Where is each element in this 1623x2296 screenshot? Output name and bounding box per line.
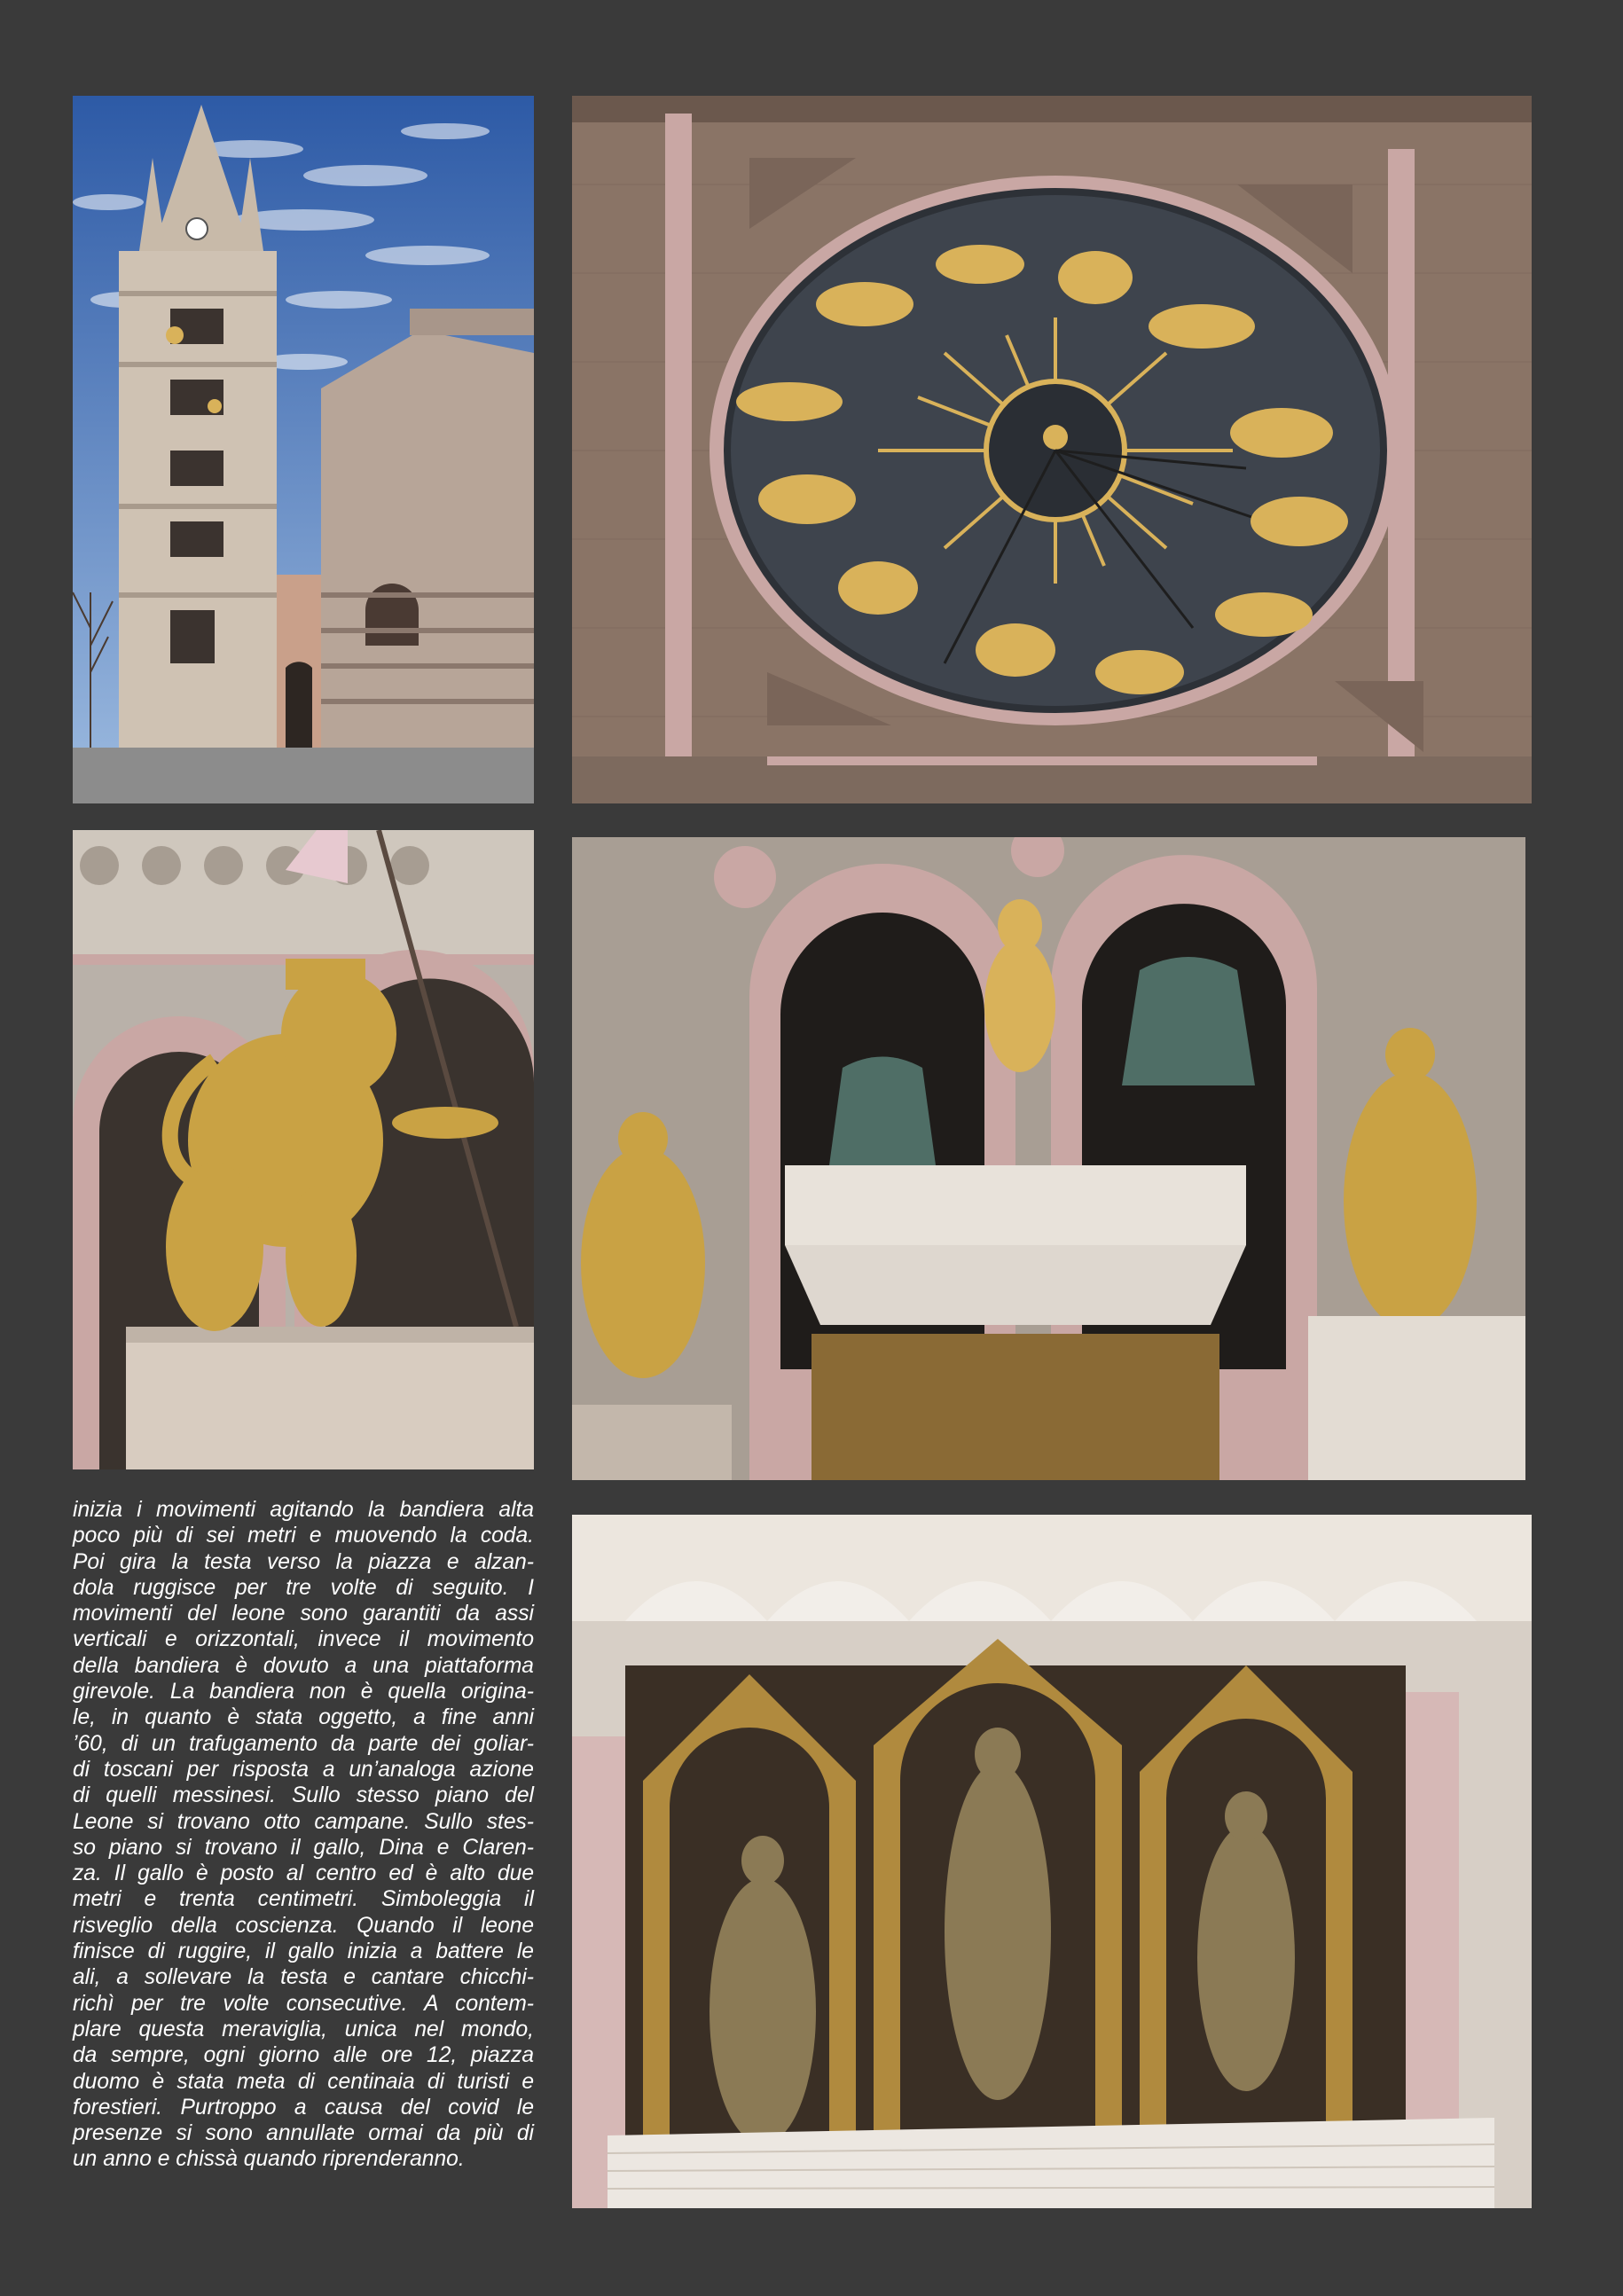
article-line: ’60, di un trafugamento da parte dei goliar- xyxy=(73,1731,534,1756)
article-line: inizia i movimenti agitando la bandiera alta xyxy=(73,1498,534,1522)
article-line: plare questa meraviglia, unica nel mondo, xyxy=(73,2017,534,2041)
article-line: ali, a sollevare la testa e cantare chicchi- xyxy=(73,1965,534,1990)
lion-illustration xyxy=(73,830,534,1469)
article-paragraph xyxy=(73,1497,534,2173)
tower-illustration xyxy=(73,96,534,803)
saints-photo xyxy=(572,1515,1532,2208)
bells-photo xyxy=(572,837,1525,1480)
zodiac-clock-photo xyxy=(572,96,1532,803)
bells-illustration xyxy=(572,837,1525,1480)
article-line: verticali e orizzontali, invece il movimento xyxy=(73,1627,534,1652)
article-line: so piano si trovano il gallo, Dina e Claren- xyxy=(73,1835,534,1860)
tower-photo xyxy=(73,96,534,803)
article-line: Leone si trovano otto campane. Sullo stes- xyxy=(73,1809,534,1834)
saints-illustration xyxy=(572,1515,1532,2208)
article-line: za. Il gallo è posto al centro ed è alto due xyxy=(73,1861,534,1886)
article-line: metri e trenta centimetri. Simboleggia il xyxy=(73,1887,534,1912)
article-line: le, in quanto è stata oggetto, a fine anni xyxy=(73,1705,534,1730)
article-line: da sempre, ogni giorno alle ore 12, piazza xyxy=(73,2043,534,2068)
article-line: duomo è stata meta di centinaia di turisti e xyxy=(73,2069,534,2094)
article-line: risveglio della coscienza. Quando il leone xyxy=(73,1913,534,1938)
lion-photo xyxy=(73,830,534,1469)
article-line: finisce di ruggire, il gallo inizia a battere le xyxy=(73,1939,534,1964)
article-line: richì per tre volte consecutive. A contem- xyxy=(73,1991,534,2016)
article-line: della bandiera è dovuto a una piattaforma xyxy=(73,1653,534,1678)
clock-illustration xyxy=(572,96,1532,803)
article-line: di quelli messinesi. Sullo stesso piano del xyxy=(73,1783,534,1808)
article-line: di toscani per risposta a un’analoga azione xyxy=(73,1757,534,1782)
article-line: un anno e chissà quando riprenderanno. xyxy=(73,2147,465,2172)
article-line: Poi gira la testa verso la piazza e alzan- xyxy=(73,1549,534,1574)
article-line: girevole. La bandiera non è quella origina- xyxy=(73,1680,534,1704)
article-line: movimenti del leone sono garantiti da assi xyxy=(73,1602,534,1626)
article-line: dola ruggisce per tre volte di seguito. I xyxy=(73,1575,534,1600)
article-line: presenze si sono annullate ormai da più di xyxy=(73,2121,534,2146)
article-line: poco più di sei metri e muovendo la coda. xyxy=(73,1524,534,1548)
article-line: forestieri. Purtroppo a causa del covid le xyxy=(73,2095,534,2120)
